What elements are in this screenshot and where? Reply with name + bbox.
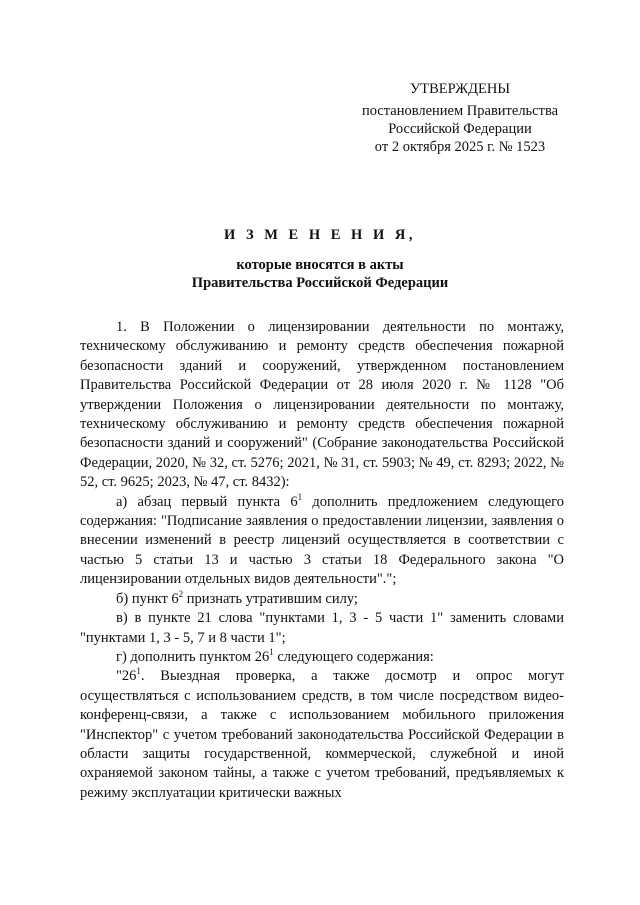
document-title (80, 226, 560, 292)
paragraph-b-text-start: б) пункт 6 (116, 590, 179, 607)
paragraph-26-1-text-start: "26 (116, 668, 137, 685)
paragraph-1: 1. В Положении о лицензировании деятельности по монтажу, техническому обслуживанию и ремонту средств обеспечения пожарной безопасности зданий и сооружений, утвержденном постановлением Правительства Российской Федерации от 28 июля 2020 г. № 1128 "Об утверждении Положения о лицензировании деятельности по монтажу, техническому обслуживанию и ремонту средств обеспечения пожарной безопасности зданий и сооружений" (Собрание законодательства Российской Федерации, 2020, № 32, ст. 5276; 2021, № 31, ст. 5903; № 49, ст. 8293; 2022, № 52, ст. 9625; 2023, № 47, ст. 8432): (80, 319, 564, 491)
paragraph-a-text-end: дополнить предложением следующего содержания: "Подписание заявления о предоставлении лицензии, заявления о внесении изменений в реестр лицензий осуществляется в соответствии с частью 5 статьи 13 и частью 3 статьи 18 Федерального закона "О лицензировании отдельных видов деятельности"."; (80, 493, 564, 588)
paragraph-a (80, 493, 564, 590)
superscript: 1 (297, 491, 303, 502)
paragraph-g-text-start: г) дополнить пунктом 26 (116, 648, 270, 665)
approval-line-3: от 2 октября 2025 г. № 1523 (374, 139, 546, 155)
paragraph-g (80, 648, 564, 667)
title-main: И З М Е Н Е Н И Я, (224, 227, 416, 243)
paragraph-26-1-text-end: . Выездная проверка, а также досмотр и опрос могут осуществляться с использованием средств, в том числе посредством видео-конференц-связи, а также с использованием мобильного приложения "Инспектор" с учетом требований законодательства Российской Федерации в области защиты государственной, коммерческой, служебной и иной охраняемой законом тайны, а также с учетом требований, предъявляемых к режиму эксплуатации критически важных (80, 668, 564, 801)
paragraph-v: в) в пункте 21 слова "пунктами 1, 3 - 5 части 1" заменить словами "пунктами 1, 3 - 5, 7 и 8 части 1"; (80, 610, 564, 646)
approval-line-1: постановлением Правительства (361, 103, 559, 119)
paragraph-26-1 (80, 667, 564, 803)
approval-line-2: Российской Федерации (388, 121, 532, 137)
title-subtitle-2: Правительства Российской Федерации (191, 275, 449, 291)
approval-stamp (340, 80, 580, 156)
superscript: 1 (136, 666, 141, 677)
title-subtitle-1: которые вносятся в акты (236, 257, 404, 273)
paragraph-a-text-start: а) абзац первый пункта 6 (116, 493, 298, 510)
paragraph-g-text-end: следующего содержания: (273, 648, 434, 665)
paragraph-b-text-end: признать утратившим силу; (183, 590, 358, 607)
document-body (80, 318, 564, 803)
superscript: 1 (269, 647, 274, 658)
superscript: 2 (178, 588, 184, 599)
paragraph-b (80, 590, 564, 609)
approval-heading: УТВЕРЖДЕНЫ (409, 81, 511, 97)
